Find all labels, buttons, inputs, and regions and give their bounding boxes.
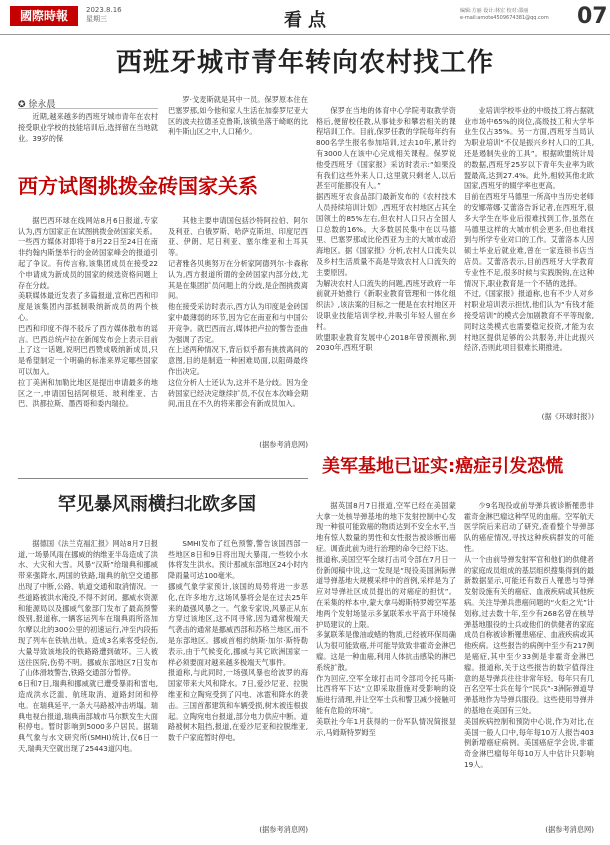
date-text: 2023.8.16 (86, 6, 122, 14)
article4-credit: (据参考消息网) (259, 825, 308, 834)
article2-title: 西方试图挑拨金砖国家关系 (18, 174, 258, 198)
article4-title: 罕见暴风雨横扫北欧多国 (58, 494, 256, 515)
article4-col2-text: SMHI发布了红色预警,警告该国西部一些地区8日和9日将出现大暴雨,一些较小水体将发生洪水。预计那威东部地区24小时内降雨量可达100毫米。 挪威气象学家预计,该国的局势将进一步恶化,在许多地方,这场风暴将会是在过去25年来的最强风暴之一。气象专家说,风暴正从东方穿过该地区,这不同寻常,因为通常极端天气袭击的通常是挪威西部和苏格兰地区,而不是东部地区。挪威首相约纳斯·加尔·斯特勒表示,由于气候变化,挪威与其它欧洲国家一样必须要面对越来越多极端天气事件。 报道称,与此同时,一场强风暴也给波罗的海国家带来大风和降水。7日,爱沙尼亚、拉脱维亚和立陶宛受到了闪电、冰雹和降水的袭击。三国首都建筑和车辆受损,树木被连根拔起。立陶宛电台报道,部分电力供应中断。道路被树木阻挡,报道,在爱沙尼亚和拉脱维亚,数千户家庭暂时停电。 (168, 538, 308, 743)
issue-date (86, 6, 122, 24)
article3-credit: (据参考消息网) (545, 825, 594, 834)
lead-col3-text: 保罗在当地的体育中心学院考取教学资格后,便留校任教,从事徒步和攀岩相关的课程培训工作。目前,保罗任教的学院每年约有800名学生报名参加培训,过去10年,累计约有3000人在该中心完成相关课程。保罗说他受西班牙《国家报》采访时表示:“如果没有我们这些外来人口,这里就只剩老人,以后甚至可能都没有人。” 据西班牙农食品部门最新发布的《农村技术人员持续培训计划》,西班牙农村地区占其全国领土的85%左右,但农村人口只占全国人口总数的16%。大多数居民集中在以马德里、巴塞罗那或比伦西亚为主的大城市或沿海地区。据《国家报》分析,农村人口流失以及乡村生活质量不高是导致农村人口流失的主要原因。 为解决农村人口流失的问题,西班牙政府一年前就开始推行《新职业教育管理和一体化组织法》,该法案的目标之一便是在农村地区开设职业技能培训学校,并吸引年轻人留在乡村。 欧盟职业教育发展中心2018年曾预测称,到2030年,西班牙职 (316, 105, 456, 353)
byline-divider (18, 108, 158, 109)
lead-col2-text: 罗·戈麦斯就是其中一员。保罗原本住在巴塞罗那,如今他和家人生活在加泰罗尼亚大区的波夫拉德圣克鲁斯,该镇坐落于崎岖的比利牛斯山区之中,人口稀少。 (168, 95, 308, 137)
section-title: 看点 (284, 10, 332, 31)
lead-article-col4 (464, 95, 594, 410)
article4-col2 (168, 528, 308, 823)
lead-col1-text: 近期,越来越多的西班牙城市青年在农村接受职业学校的技能培训后,选择留在当地就业。39岁的保 (18, 112, 158, 142)
article3-col1 (316, 490, 456, 835)
weekday-text: 星期三 (86, 15, 107, 23)
lead-article-col2 (168, 95, 308, 147)
masthead (0, 0, 610, 35)
article2-col2 (168, 205, 308, 435)
article3-col2 (464, 490, 594, 820)
editor-credits: 编辑:方丽 设计:林宏 校对:邵丽 (460, 8, 529, 14)
article2-col1-text: 据巴西环球在线网站8月6日报道,专家认为,西方国家正在试图挑拨金砖国家关系。 一些西方媒体对即将于8月22日至24日在南非约翰内斯堡举行的金砖国家峰会的报道引起了争议。有传言称,该集团成员在接受22个申请成为新成员的国家的候选资格问题上存在分歧。 美联媒体最近发表了多篇报道,宣称巴西和印度是该集团内部抵制吸纳新成员的两个核心。 巴西和印度不得不驳斥了西方媒体散布的谣言。巴西总统卢拉在新闻发布会上表示目前上了这一话题,说明巴西赞成吸纳新成员,只是希望制定一个明确的标准来界定哪些国家可以加入。 拉丁美洲和加勒比地区是提出申请最多的地区之一,申请国包括阿根廷、玻利维亚、古巴、洪都拉斯、墨西哥和委内瑞拉。 (18, 215, 158, 409)
editor-info (460, 8, 570, 22)
page-number: 07 (577, 4, 608, 29)
byline-marker-icon: ✪ (18, 100, 29, 110)
lead-col4-text: 业培训学校毕业的中级技工将占据就业市场中65%的岗位,高级技工和大学毕业生仅占35%。另一方面,西班牙当局认为职业培训“不仅是振兴乡村人口的工具,还是遏制失业的工具”。根据欧盟统计局的数据,西班牙25岁以下青年失业率为欧盟最高,达到27.4%。此外,相较其他北欧国家,西班牙的辍学率也更高。 目前在西班牙马德里一所高中当历史老师的安娜蒂娜·艾蕾洛告诉记者,在西班牙,很多大学生在毕业后很难找到工作,虽然在马德里这样的大城市机会更多,但也难找到与所学专业对口的工作。艾蕾洛本人因硕士毕业后就业难,曾在一家连锁书店当店员。艾蕾洛表示,目前西班牙大学教育专业性不足,很多时候与实践脱钩,在这种情况下,职业教育是一个不错的选择。 不过,《国家报》报道称,也有不少人对乡村职业培训表示担忧,他们认为“有钱才能接受培训”的模式会加剧教育不平等现象,同时这类模式也需要稳定投资,才能为农村地区提供足够的公共服务,并让此振兴经济,否则此项目很难长期推进。 (464, 105, 594, 353)
article3-title: 美军基地已证实:癌症引发恐慌 (322, 456, 564, 477)
article2-col1 (18, 205, 158, 470)
article2-credit: (据参考消息网) (259, 440, 308, 449)
article2-col2-text: 其他主要申请国包括沙特阿拉伯、阿尔及利亚、白俄罗斯、哈萨克斯坦、印度尼西亚、伊朗、尼日利亚、塞尔维亚和土耳其等。 记者雅各贝奥努万在分析家阿德列尔·卡森称认为,西方报道所谓的金砖国家内部分歧,尤其是在集团扩员问题上的分歧,是企图挑拨离间。 他在接受采访时表示,西方认为印度是金砖国家中最薄弱的环节,因为它在南亚和与中国公开竞争。就巴西而言,媒体把卢拉的警告歪曲为强调了否定。 在上述两种情况下,背后似乎都有挑拨离间的意图,目的是制造一种困难局面,以阻碍最终作出决定。 这位分析人士还认为,这并不是分歧。因为金砖国家已经决定继续扩员,不仅在本次峰会期间,而且在不久的将来都会有新成员加入。 (168, 215, 308, 409)
editor-email: e-mail:amote4509674381@qq.com (460, 15, 549, 21)
article3-col1-text: 据英国8月7日报道,空军已经在美国蒙大拿一处核导弹基地的地下发射控制中心发现一种很可能致癌的物质达到不安全水平,当地有惊人数量的男性和女性报告被诊断出癌症。调查此前为进行治理的命令已经下达。 报道称,美国空军全球打击司令部在7月日一份新闻稿中说,这一发现是“现役美国洲际弹道导弹基地大规模采样中的首例,采样是为了应对导弹社区成员提出的对癌症的担忧”。在采集的样本中,蒙大拿马姆斯特罗姆空军基地两个发射场显示多氯联苯水平高于环境保护局建议的上限。 多氯联苯是像油或蜡的物质,已经被环保局确认为很可能致癌,并可能导致致非霍奇金淋巴瘤。这是一种血癌,利用人体抗击感染的淋巴系统扩散。 作为回应,空军全球打击司令部司令托马斯·比西将军下达“立即采取措施对受影响的设施进行清理,并让空军士兵和警卫减少接触可能有危险的环境”。 美联社今年1月获得的一份军队情况简报显示,马姆斯特罗姆至 (316, 500, 456, 737)
article4-col1 (18, 528, 158, 833)
lead-article-col3 (316, 95, 456, 435)
newspaper-logo: 國際時報 (10, 6, 78, 26)
article3-col2-text: 少9名现役或前导弹兵被诊断罹患非霍奇金淋巴瘤这种罕见的血癌。空军航天医学院后来启动了研究,查看整个导弹部队的癌症情况,寻找这种疾病群发的可能性。 从一个由前导弹发射军官和他们的供健者的家庭成员组成的基层组织搜集得到的最新数据显示,可能还有数百人罹患与导弹发射设施有关的癌症、血液疾病或其他疾病。关注导弹兵患癌问题的“火炬之光”计划称,过去数十年,至少有268名曾在核导弹基地服役的士兵或他们的供健者的家庭成员自称被诊断罹患癌症、血液疾病或其他疾病。这些报告的病例中至少有217例是癌症,其中至少33例是非霍奇金淋巴瘤。报道称,关于这些报告的数字值得注意的是导弹兵往往非常年轻。每年只有几百名空军士兵在每个“民兵”-3洲际弹道导弹基地作为导弹兵服役。这些使用导弹并的基地在美国有三处。 美国疾病控制和预防中心说,作为对比,在美国一般人口中,每年每10万人报告403例新增癌症病例。美国癌症学会说,非霍奇金淋巴瘤每年每10万人中估计只影响19人。 (464, 500, 594, 769)
section-divider-left (18, 478, 308, 479)
article4-col1-text: 据德国《法兰克福汇报》网站8月7日报道,一场暴风雨在挪威的纳维亚半岛造成了洪水、大灾和大雪。风暴“汉斯”给瑞典和挪威带来强降水,两国的铁路,瑞典的航空交通都出现了中断,公路、轨道交通和取消情况。一些道路被洪水淹没,不得不封闭。挪威水资源和能源局以及挪威气象部门发布了最高预警级别,报道称,一辆客运列车在瑞典雨所洛加尔摩以北的300公里的初速运行,冲至内段拓现了列车在铁轨出轨。造成3名乘客受轻伤,大量导致该地段的铁路路遭到破坏。三人被送往医院,伤势不明。挪威东部地区7日发布了山体滑坡警告,铁路交通部分暂停。 6日和7日,瑞典和挪威就已遭受暴雨和雷电,造成洪水泛滥、航班取消、道路封闭和停电。在瑞典延平,一条大马路被冲击坍塌。瑞典电视台报道,瑞典南部城市马尔默发生大面积停电。暂时影响到5000多户居民。据瑞典气象与水文研究所(SMHI)统计,仅6日一天,瑞典天空就出现了25443道闪电。 (18, 538, 158, 753)
lead-article-credit: (据《环球时报》) (541, 412, 594, 421)
author-name: 徐永晨 (28, 100, 56, 110)
lead-article-col1 (18, 112, 158, 142)
page-headline: 西班牙城市青年转向农村找工作 (115, 48, 494, 78)
